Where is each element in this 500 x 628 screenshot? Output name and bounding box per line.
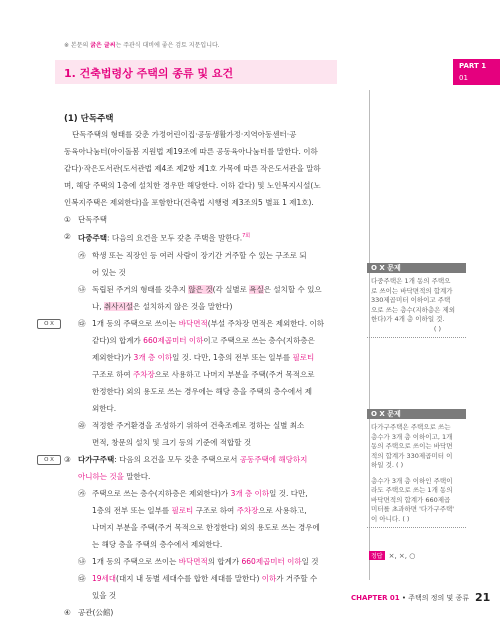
pink-term: 이하: [261, 573, 277, 583]
part-tab: [453, 59, 500, 85]
sub-line: [92, 315, 356, 332]
sub-line: 나머지 부분을 주택(주거 목적으로 한정한다) 외의 용도로 쓰는 경우에: [92, 522, 320, 532]
sub-line: [92, 570, 356, 587]
item-2-label: 다중주택: [78, 233, 107, 243]
sub-line: 어 있는 것: [92, 267, 126, 277]
item-2-d: [64, 417, 356, 451]
item-marker: ④: [64, 607, 71, 617]
footer-title: • 주택의 정의 및 종류: [399, 594, 470, 602]
quiz-line: 바닥면적의 합계가 660제곱: [371, 495, 451, 504]
sub-marker: ㉱: [78, 420, 86, 430]
quiz-line: 다중주택은 1개 동의 주택으: [371, 277, 451, 285]
quiz-line: 330제곱미터 이하이고 주택: [371, 296, 451, 304]
quiz-line: 층수가 3개 층 이하이고, 1개: [371, 432, 453, 441]
quiz-line: 한다)가 4개 층 이하일 것.: [371, 315, 445, 323]
ox-badge: O X: [37, 455, 61, 465]
item-1: [64, 211, 356, 228]
text-run: 의 합계가: [207, 556, 242, 566]
text-run: 일 것. 다만, 1층의 전부 또는 일부를: [172, 352, 293, 362]
sub-line: [92, 366, 356, 383]
item-1-text: 단독주택: [78, 215, 107, 224]
ox-badge: O X: [37, 319, 61, 329]
sub-line: 한정한다) 외의 용도로 쓰는 경우에는 해당 층을 주택의 층수에서 제: [92, 386, 312, 396]
quiz-line: 라도 주택으로 쓰는 1개 동의: [371, 486, 453, 494]
sub-marker: ㉮: [78, 250, 86, 260]
pink-term: 주차장: [133, 369, 155, 379]
intro-line: 며, 해당 주택의 1층에 설치한 경우만 해당한다. 이하 같다) 및 노인복지시설(노: [64, 181, 321, 190]
text-run: (각 실별로: [212, 284, 250, 294]
quiz-line: 동의 주택으로 쓰이는 바닥면: [371, 442, 453, 450]
pink-term: 필로티: [171, 505, 194, 515]
text-run: 제외한다)가: [92, 352, 134, 362]
part-number: 01: [459, 74, 468, 82]
text-run: 주택으로 쓰는 층수(지하층은 제외한다)가: [92, 488, 231, 498]
item-3-a: [64, 485, 356, 553]
sub-line: [92, 298, 356, 315]
pink-term: 660제곱미터 이하: [143, 335, 204, 345]
page-footer: [351, 591, 490, 604]
text-run: 말한다.: [123, 471, 151, 481]
sub-line: 는 해당 층을 주택의 층수에서 제외한다.: [92, 539, 223, 549]
sub-line: [92, 553, 356, 570]
text-run: : 다음의 요건을 모두 갖춘 주택으로서: [114, 454, 240, 464]
item-marker: ①: [64, 215, 71, 224]
quiz-line: 미터를 초과하면 '다가구주택': [371, 505, 455, 513]
answer-text: ×, ×, ○: [388, 552, 416, 560]
sub-line: [92, 281, 356, 298]
body-text: [44, 126, 356, 621]
item-3-label: 다가구주택: [78, 454, 115, 464]
quiz-body: [367, 273, 466, 338]
intro-line: 단독주택의 형태를 갖춘 가정어린이집·공동생활가정·지역아동센터·공: [72, 130, 297, 139]
sub-line: [92, 332, 356, 349]
pink-term: 공동주택에 해당하지: [239, 454, 308, 464]
item-marker: ③: [64, 454, 71, 464]
top-note-prefix: ※ 본문의: [64, 42, 91, 49]
item-marker: ②: [64, 232, 71, 241]
quiz-line: 적의 합계가 330제곱미터 이: [371, 451, 453, 460]
text-run: 독립된 주거의 형태를 갖추지: [92, 284, 189, 294]
text-run: 일 것: [301, 556, 319, 566]
ox-quiz-1: [367, 263, 466, 338]
text-run: 같다)의 합계가: [92, 335, 144, 345]
chapter-title: 1. 건축법령상 주택의 종류 및 요건: [64, 67, 234, 80]
top-note-suffix: 는 주관식 대비에 좋은 검토 지문입니다.: [115, 42, 220, 49]
text-run: 일 것. 다만,: [269, 488, 308, 498]
sub-marker: ㉮: [78, 488, 86, 498]
text-run: 이고 주택으로 쓰는 층수(지하층은: [203, 335, 315, 345]
highlight: 않은 것: [188, 284, 213, 294]
pink-term: 3개 층 이하: [230, 488, 270, 498]
top-note-emphasis: 굵은 글씨: [90, 42, 116, 49]
text-run: 1층의 전부 또는 일부를: [92, 505, 172, 515]
item-3: [44, 451, 356, 485]
text-run: 나,: [92, 301, 105, 311]
text-run: 은 설치할 수 있으: [263, 284, 322, 294]
quiz-header: O X 문제: [367, 409, 466, 419]
text-run: (부설 주차장 면적은 제외한다. 이하: [207, 318, 325, 328]
sub-line: 외한다.: [92, 403, 117, 413]
text-run: 으로 사용하고 나머지 부분을 주택(주거 목적으로: [154, 369, 315, 379]
answer-tag: 정답: [371, 553, 383, 560]
footer-chapter: CHAPTER 01: [351, 594, 400, 602]
exam-count-badge: 7회: [242, 233, 251, 239]
item-3-line: [78, 451, 356, 468]
intro-line: 인복지주택은 제외한다)을 포함한다(건축법 시행령 제3조의5 별표 1 제1호).: [64, 198, 314, 207]
sub-marker: ㉰: [78, 318, 86, 328]
sub-marker: ㉯: [78, 284, 86, 294]
quiz-line: 하일 것. ( ): [371, 461, 404, 469]
quiz-line: 으로 쓰는 층수(지하층은 제외: [371, 305, 456, 314]
pink-term: 아니하는 것을: [78, 471, 124, 481]
highlight: 욕실: [249, 284, 264, 294]
item-4: [64, 604, 356, 621]
intro-line: 같다)·작은도서관(도서관법 제4조 제2항 제1호 가목에 따른 작은도서관을 말하: [64, 164, 321, 173]
quiz-line: 다가구주택은 주택으로 쓰는: [371, 423, 451, 431]
intro-paragraph: [64, 126, 356, 211]
pink-term: 바닥면적: [178, 556, 208, 566]
quiz-line: 이 아니다. ( ): [371, 514, 410, 523]
top-note: [64, 40, 220, 49]
item-2-b: [64, 281, 356, 315]
sub-line: [92, 502, 356, 519]
quiz-line: 로 쓰이는 바닥면적의 합계가: [371, 286, 453, 295]
sub-line: 면적, 창문의 설치 및 크기 등의 기준에 적합할 것: [92, 437, 252, 447]
pink-term: 3개 층 이하: [133, 352, 173, 362]
item-4-text: 공관(公館): [78, 607, 114, 617]
text-run: 가 거주할 수: [276, 573, 318, 583]
sub-line: [92, 349, 356, 366]
pink-term: 660제곱미터 이하: [241, 556, 302, 566]
item-3-line: [78, 468, 356, 485]
sub-line: 적정한 주거환경을 조성하기 위하여 건축조례로 정하는 실별 최소: [92, 420, 305, 430]
item-3-c: [64, 570, 356, 604]
quiz-answer-blank: ( ): [433, 324, 441, 333]
chapter-title-bar: [55, 60, 337, 84]
text-run: 1개 동의 주택으로 쓰이는: [92, 318, 179, 328]
item-2-c: [44, 315, 356, 417]
item-2: [64, 228, 356, 247]
highlight: 취사시설: [104, 301, 133, 311]
sub-marker: ㉰: [78, 573, 86, 583]
text-run: 구조로 하여: [193, 505, 237, 515]
pink-term: 필로티: [292, 352, 315, 362]
quiz-header: O X 문제: [367, 263, 466, 273]
ox-quiz-2: [367, 409, 466, 528]
pink-term: 19세대: [92, 573, 117, 583]
text-run: (대지 내 동별 세대수를 합한 세대를 말한다): [116, 573, 262, 583]
item-2-text: : 다음의 요건을 모두 갖춘 주택을 말한다.: [106, 233, 243, 243]
sub-line: 있을 것: [92, 590, 117, 600]
quiz-body: [367, 419, 466, 528]
sub-marker: ㉯: [78, 556, 86, 566]
item-2-a: [64, 247, 356, 281]
answer-key: [369, 551, 415, 560]
pink-term: 주차장: [236, 505, 259, 515]
quiz-line: 층수가 3개 층 이하인 주택이: [371, 476, 453, 485]
item-3-b: [64, 553, 356, 570]
text-run: 으로 사용하고,: [258, 505, 307, 515]
sub-line: [92, 485, 356, 502]
part-label: PART 1: [459, 62, 487, 70]
intro-line: 동육아나눔터(아이돌봄 지원법 제19조에 따른 공동육아나눔터를 말한다. 이하: [64, 147, 318, 156]
section-title: (1) 단독주택: [64, 114, 114, 124]
text-run: 은 설치하지 않은 것을 말한다): [133, 301, 233, 311]
pink-term: 바닥면적: [178, 318, 208, 328]
page-number: 21: [475, 591, 491, 604]
text-run: 구조로 하여: [92, 369, 133, 379]
sub-line: 학생 또는 직장인 등 여러 사람이 장기간 거주할 수 있는 구조로 되: [92, 250, 307, 260]
text-run: 1개 동의 주택으로 쓰이는: [92, 556, 179, 566]
